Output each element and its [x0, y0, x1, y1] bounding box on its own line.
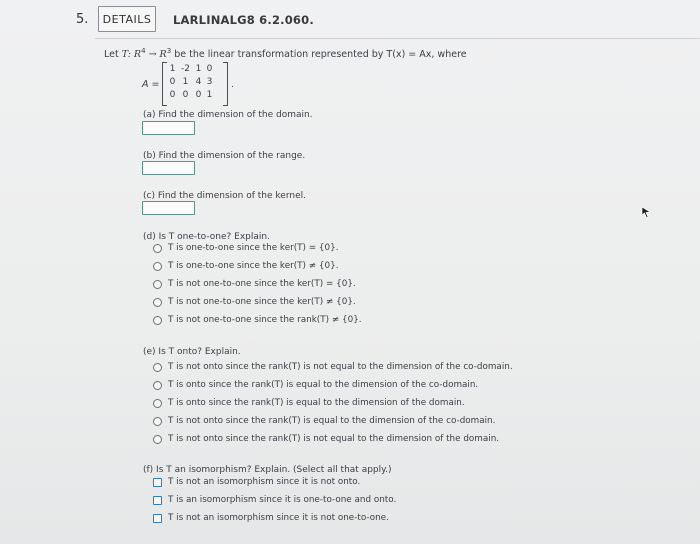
problem-id: LARLINALG8 6.2.060.: [173, 13, 314, 27]
option-label: T is not onto since the rank(T) is equal to the dimension of the co-domain.: [168, 416, 496, 426]
radio-button[interactable]: [153, 298, 162, 307]
radio-button[interactable]: [153, 316, 162, 325]
matrix-cell: 0: [182, 90, 189, 100]
statement-prefix: Let: [104, 49, 122, 60]
radio-button[interactable]: [153, 417, 162, 426]
matrix-cell: 0: [169, 90, 176, 100]
matrix-cell: 0: [195, 90, 202, 100]
matrix-equals: =: [148, 79, 160, 90]
matrix-cell: 4: [195, 77, 202, 87]
statement-suffix: be the linear transformation represented by T(x) = Ax, where: [171, 49, 467, 60]
statement-mapping: T: R: [121, 49, 142, 60]
one-to-one-option[interactable]: [153, 261, 339, 271]
matrix-cell: 1: [169, 64, 176, 74]
isomorphism-option[interactable]: [153, 513, 389, 523]
option-label: T is not onto since the rank(T) is not equal to the dimension of the domain.: [168, 434, 500, 444]
part-e-prompt: (e) Is T onto? Explain.: [143, 347, 241, 357]
option-label: T is not an isomorphism since it is not one-to-one.: [168, 513, 389, 523]
checkbox[interactable]: [153, 496, 162, 505]
radio-button[interactable]: [153, 399, 162, 408]
checkbox[interactable]: [153, 514, 162, 523]
question-number: 5.: [76, 12, 89, 27]
kernel-dimension-input[interactable]: [142, 201, 195, 215]
codomain-exponent: 3: [166, 47, 172, 55]
part-c-prompt: (c) Find the dimension of the kernel.: [143, 191, 306, 201]
option-label: T is onto since the rank(T) is equal to the dimension of the co-domain.: [168, 380, 479, 390]
domain-exponent: 4: [141, 47, 146, 55]
matrix-name: A: [142, 79, 149, 90]
statement-arrow: → R: [145, 49, 167, 60]
details-button[interactable]: DETAILS: [98, 6, 156, 32]
matrix-cell: -2: [181, 64, 190, 74]
onto-option[interactable]: [153, 362, 513, 372]
part-a-prompt: (a) Find the dimension of the domain.: [143, 110, 313, 120]
divider: [95, 38, 700, 39]
radio-button[interactable]: [153, 262, 162, 271]
range-dimension-input[interactable]: [142, 161, 195, 175]
isomorphism-option[interactable]: [153, 495, 396, 505]
option-label: T is not an isomorphism since it is not onto.: [168, 477, 361, 487]
part-f-prompt: (f) Is T an isomorphism? Explain. (Select all that apply.): [143, 465, 392, 475]
part-d-prompt: (d) Is T one-to-one? Explain.: [143, 232, 270, 242]
matrix-label: [142, 79, 159, 90]
one-to-one-option[interactable]: [153, 315, 362, 325]
matrix-cell: 1: [195, 64, 202, 74]
matrix-cell: 1: [182, 77, 189, 87]
onto-option[interactable]: [153, 398, 465, 408]
one-to-one-option[interactable]: [153, 297, 356, 307]
matrix-period: .: [231, 80, 234, 90]
part-b-prompt: (b) Find the dimension of the range.: [143, 151, 306, 161]
onto-option[interactable]: [153, 380, 478, 390]
radio-button[interactable]: [153, 280, 162, 289]
radio-button[interactable]: [153, 244, 162, 253]
matrix-cell: 0: [169, 77, 176, 87]
matrix-brackets: [162, 62, 228, 106]
isomorphism-option[interactable]: [153, 477, 360, 487]
option-label: T is not one-to-one since the ker(T) ≠ {0}.: [168, 297, 356, 307]
one-to-one-option[interactable]: [153, 279, 356, 289]
onto-option[interactable]: [153, 416, 495, 426]
option-label: T is onto since the rank(T) is equal to the dimension of the domain.: [168, 398, 465, 408]
matrix-cell: 0: [206, 64, 213, 74]
option-label: T is not one-to-one since the rank(T) ≠ {0}.: [168, 315, 362, 325]
domain-dimension-input[interactable]: [142, 121, 195, 135]
option-label: T is one-to-one since the ker(T) ≠ {0}.: [168, 261, 339, 271]
radio-button[interactable]: [153, 381, 162, 390]
problem-statement: [104, 47, 467, 60]
onto-option[interactable]: [153, 434, 499, 444]
checkbox[interactable]: [153, 478, 162, 487]
matrix-cell: 3: [206, 77, 213, 87]
one-to-one-option[interactable]: [153, 243, 339, 253]
option-label: T is not onto since the rank(T) is not equal to the dimension of the co-domain.: [168, 362, 513, 372]
matrix-cell: 1: [206, 90, 213, 100]
option-label: T is an isomorphism since it is one-to-one and onto.: [168, 495, 397, 505]
radio-button[interactable]: [153, 435, 162, 444]
radio-button[interactable]: [153, 363, 162, 372]
option-label: T is not one-to-one since the ker(T) = {0}.: [168, 279, 356, 289]
mouse-cursor-icon: [641, 206, 651, 218]
option-label: T is one-to-one since the ker(T) = {0}.: [168, 243, 339, 253]
matrix-grid: [167, 64, 215, 100]
